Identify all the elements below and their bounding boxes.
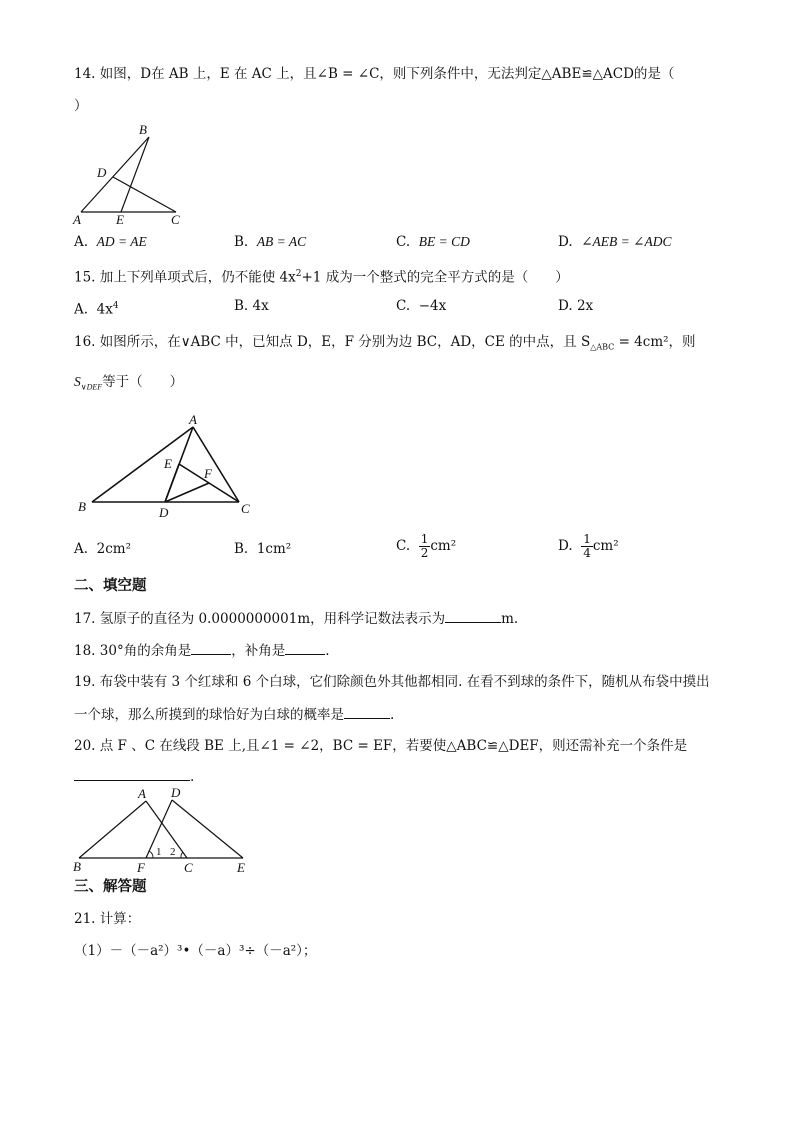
q16-stem: [74, 332, 696, 358]
q14-option-b-key: B.: [234, 234, 249, 250]
q16-label-d: D: [159, 505, 169, 520]
q16-option-b-key: B.: [234, 541, 249, 557]
q14-label-c: C: [171, 212, 180, 227]
q14-option-c-text: BE = CD: [418, 234, 470, 249]
q15-option-a-sup: 4: [112, 301, 119, 311]
q19-stem-2-pre: 一个球，那么所摸到的球恰好为白球的概率是: [74, 707, 344, 723]
q14-segment-be: [121, 137, 149, 212]
q20-angle-2-arc: [181, 852, 183, 858]
q14-option-d: [558, 232, 671, 252]
q18-stem-mid: ，补角是: [231, 643, 286, 659]
q16-label-e: E: [164, 456, 172, 471]
q14-option-b: [234, 232, 306, 252]
q16-option-b-text: 1cm²: [256, 541, 292, 557]
q17-stem-post: m.: [501, 611, 519, 627]
q16-option-d: [558, 533, 619, 560]
q16-option-d-unit: cm²: [592, 538, 619, 554]
q19-stem-2-post: .: [390, 707, 395, 723]
q15-stem: [74, 264, 569, 288]
q15-option-c-text: −4x: [418, 298, 447, 314]
q14-label-d: D: [97, 165, 107, 180]
q20-label-f: F: [137, 860, 145, 875]
q16-stem-post: = 4cm²，则: [614, 334, 696, 350]
q18-supplement-blank[interactable]: [285, 640, 325, 655]
q20-side-de: [172, 800, 243, 858]
q16-stem-pre: 16. 如图所示，在∨ABC 中，已知点 D，E，F 分别为边 BC，AD，CE 的中点，且 S: [74, 334, 591, 350]
q16-option-d-key: D.: [558, 538, 573, 554]
q14-figure: [70, 120, 190, 230]
q20-stem: 20. 点 F 、C 在线段 BE 上,且∠1 = ∠2，BC = EF，若要使△ABC≌△DEF，则还需补充一个条件是: [74, 738, 688, 754]
section-solve-heading: 三、解答题: [74, 879, 147, 895]
q15-stem-post: +1 成为一个整式的完全平方式的是（ ）: [301, 269, 569, 286]
q15-option-a-key: A.: [74, 301, 89, 318]
q14-option-c-key: C.: [396, 234, 411, 250]
q20-label-a: A: [138, 786, 146, 801]
q15-option-a-text: 4x: [96, 301, 113, 318]
q14-option-a-text: AD = AE: [96, 234, 147, 249]
q15-option-c-key: C.: [396, 298, 411, 314]
q20-label-d: D: [171, 785, 181, 800]
q14-stem: 14. 如图，D在 AB 上，E 在 AC 上，且∠B = ∠C，则下列条件中，无法判定△ABE≌△ACD的是（: [74, 66, 675, 82]
q20-label-c: C: [184, 860, 193, 875]
q16-option-b: [234, 539, 291, 559]
q20-label-e: E: [237, 860, 245, 875]
q14-option-b-text: AB = AC: [256, 234, 307, 249]
q20-label-angle-2: 2: [170, 846, 176, 858]
q16-label-a: A: [189, 412, 197, 427]
q16-option-d-den: 4: [583, 546, 591, 560]
q20-answer-blank[interactable]: [74, 766, 190, 781]
q20-side-ac: [146, 801, 187, 858]
q14-label-b: B: [139, 122, 147, 137]
q15-option-a: [74, 296, 119, 320]
q16-side-ab: [92, 427, 193, 502]
q15-option-c: [396, 296, 446, 316]
q16-stem-2: [74, 372, 183, 398]
q19-stem: 19. 布袋中装有 3 个红球和 6 个白球，它们除颜色外其他都相同. 在看不到球的条件下，随机从布袋中摸出: [74, 674, 710, 690]
q18-stem-pre: 18. 30°角的余角是: [74, 643, 192, 659]
q15-stem-pre: 15. 加上下列单项式后，仍不能使 4x: [74, 269, 296, 286]
q18-stem: [74, 640, 330, 661]
q16-label-b: B: [78, 499, 86, 514]
q16-option-d-num: 1: [583, 532, 591, 546]
q16-option-c-den: 2: [420, 546, 429, 560]
q15-option-b-text: 4x: [252, 298, 269, 314]
q16-stem-2-post: 等于（ ）: [102, 374, 184, 390]
q14-label-a: A: [73, 212, 81, 227]
q16-stem-sub: △ABC: [590, 342, 615, 352]
q14-option-a: [74, 232, 147, 252]
q20-label-b: B: [73, 859, 81, 874]
q16-option-a-text: 2cm²: [96, 541, 132, 557]
section-fill-in-heading: 二、填空题: [74, 578, 147, 594]
q16-area-sub: ∨DEF: [80, 382, 103, 392]
q14-side-ab: [81, 137, 149, 212]
q17-stem: [74, 608, 518, 629]
q15-option-d-key: D.: [558, 298, 573, 314]
q20-side-ab: [79, 801, 146, 858]
q16-option-c: [396, 533, 456, 560]
q19-stem-2: [74, 704, 394, 725]
q20-figure: [70, 784, 270, 876]
q14-option-d-key: D.: [558, 234, 573, 250]
q16-label-c: C: [241, 501, 250, 516]
q16-option-a: [74, 539, 131, 559]
q16-figure: [72, 408, 262, 520]
q17-answer-blank[interactable]: [445, 608, 501, 623]
q14-label-e: E: [116, 212, 124, 227]
q16-option-c-key: C.: [396, 538, 411, 554]
q16-option-c-num: 1: [420, 532, 429, 546]
q16-option-d-fraction: [581, 533, 593, 560]
q16-area-symbol: S: [74, 374, 81, 389]
q16-side-ac: [193, 427, 239, 502]
q16-label-f: F: [204, 466, 212, 481]
q21-title: 21. 计算：: [74, 911, 141, 927]
q20-label-angle-1: 1: [156, 846, 162, 858]
q20-stem-2-post: .: [190, 769, 195, 785]
q14-option-d-text: ∠AEB = ∠ADC: [581, 234, 672, 249]
q20-angle-1-arc: [149, 851, 153, 858]
q16-option-c-unit: cm²: [430, 538, 457, 554]
q15-stem-sup: 2: [295, 269, 302, 279]
q15-option-b-key: B.: [234, 298, 249, 314]
q16-option-c-fraction: [419, 533, 431, 560]
q21-item-1: （1）－（－a²）³•（－a）³÷（－a²）；: [74, 943, 317, 959]
q19-answer-blank[interactable]: [344, 704, 390, 719]
q14-option-a-key: A.: [74, 234, 89, 250]
q15-option-b: [234, 296, 269, 316]
q18-complement-blank[interactable]: [191, 640, 231, 655]
q16-option-a-key: A.: [74, 541, 89, 557]
q17-stem-pre: 17. 氢原子的直径为 0.0000000001m，用科学记数法表示为: [74, 611, 446, 627]
q15-option-d-text: 2x: [576, 298, 594, 314]
q15-option-d: [558, 296, 593, 316]
q14-option-c: [396, 232, 470, 252]
q14-stem-close: ）: [74, 98, 88, 114]
q18-stem-post: .: [325, 643, 330, 659]
